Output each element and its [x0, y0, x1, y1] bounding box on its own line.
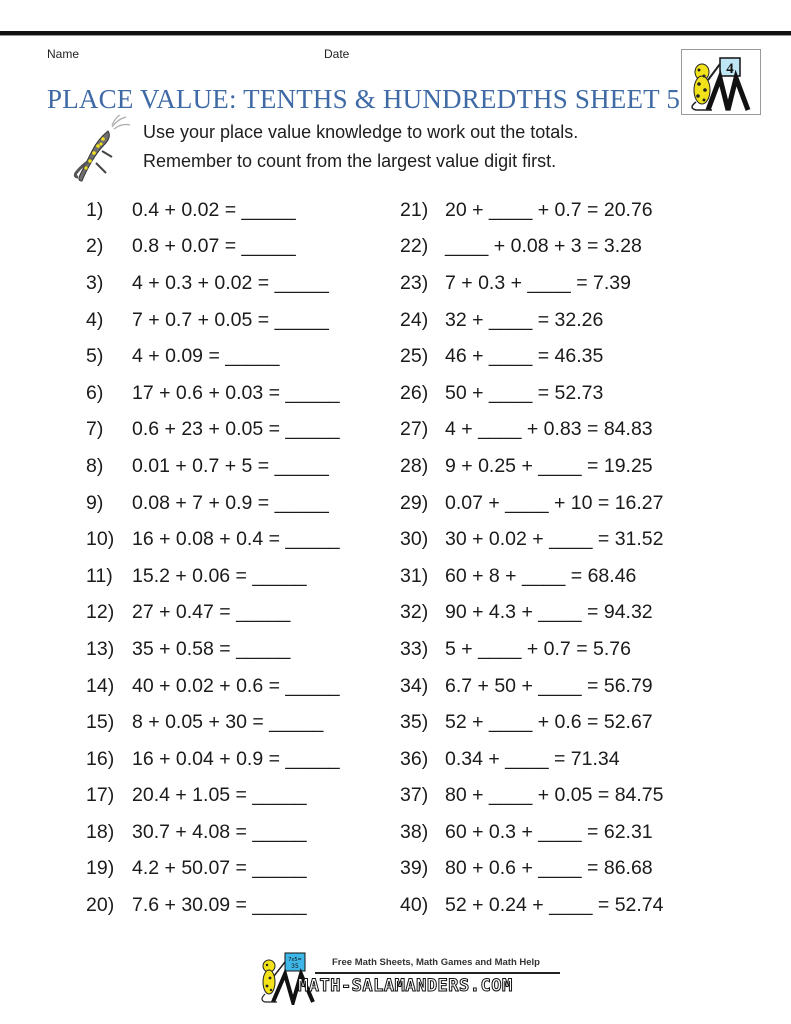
svg-text:35: 35 [291, 963, 299, 970]
question-text: 80 + ____ + 0.05 = 84.75 [445, 784, 664, 807]
question-number: 34) [400, 674, 429, 697]
question-text: 17 + 0.6 + 0.03 = _____ [132, 381, 340, 404]
question-number: 22) [400, 235, 429, 258]
question-row [86, 704, 340, 741]
question-number: 5) [86, 345, 104, 368]
question-number: 38) [400, 820, 429, 843]
instructions [143, 118, 578, 176]
question-number: 37) [400, 784, 429, 807]
question-number: 10) [86, 528, 115, 551]
question-number: 17) [86, 784, 115, 807]
question-text: 5 + ____ + 0.7 = 5.76 [445, 637, 631, 660]
question-row [400, 302, 664, 339]
question-number: 27) [400, 418, 429, 441]
question-row [400, 375, 664, 412]
question-row [400, 631, 664, 668]
question-text: 40 + 0.02 + 0.6 = _____ [132, 674, 340, 697]
question-text: 0.07 + ____ + 10 = 16.27 [445, 491, 664, 514]
question-row [400, 265, 664, 302]
footer-divider [315, 972, 560, 974]
question-row [86, 814, 340, 851]
question-number: 7) [86, 418, 104, 441]
question-number: 35) [400, 711, 429, 734]
question-row [400, 887, 664, 924]
footer-tagline: Free Math Sheets, Math Games and Math Help [332, 957, 540, 968]
question-number: 19) [86, 857, 115, 880]
question-number: 12) [86, 601, 115, 624]
question-number: 33) [400, 637, 429, 660]
question-text: 7 + 0.7 + 0.05 = _____ [132, 308, 329, 331]
question-text: 52 + ____ + 0.6 = 52.67 [445, 711, 653, 734]
question-text: 7.6 + 30.09 = _____ [132, 894, 307, 917]
question-number: 30) [400, 528, 429, 551]
question-number: 8) [86, 454, 104, 477]
question-text: 7 + 0.3 + ____ = 7.39 [445, 271, 631, 294]
page-title: PLACE VALUE: TENTHS & HUNDREDTHS SHEET 5 [47, 84, 681, 114]
question-text: 0.8 + 0.07 = _____ [132, 235, 296, 258]
question-text: 8 + 0.05 + 30 = _____ [132, 711, 324, 734]
question-row [86, 668, 340, 705]
name-label: Name [47, 47, 80, 61]
question-text: 30 + 0.02 + ____ = 31.52 [445, 528, 664, 551]
question-row [400, 558, 664, 595]
question-row [86, 375, 340, 412]
question-number: 1) [86, 198, 104, 221]
question-row [400, 521, 664, 558]
question-row [86, 485, 340, 522]
question-number: 28) [400, 454, 429, 477]
question-row [86, 631, 340, 668]
question-text: 4 + 0.09 = _____ [132, 345, 280, 368]
question-number: 3) [86, 271, 104, 294]
question-number: 21) [400, 198, 429, 221]
question-row [86, 448, 340, 485]
question-row [400, 814, 664, 851]
question-text: 0.4 + 0.02 = _____ [132, 198, 296, 221]
question-text: 4 + ____ + 0.83 = 84.83 [445, 418, 653, 441]
question-row [400, 412, 664, 449]
question-row [400, 668, 664, 705]
question-row [86, 265, 340, 302]
question-number: 25) [400, 345, 429, 368]
question-row [400, 448, 664, 485]
instruction-line-1: Use your place value knowledge to work out the totals. [143, 122, 579, 142]
question-number: 16) [86, 747, 115, 770]
question-row [86, 229, 340, 266]
question-number: 6) [86, 381, 104, 404]
questions-left-column [86, 192, 340, 924]
question-row [86, 558, 340, 595]
question-number: 2) [86, 235, 104, 258]
question-row [86, 595, 340, 632]
question-text: 0.34 + ____ = 71.34 [445, 747, 620, 770]
salamander-icon [68, 115, 134, 185]
question-row [400, 778, 664, 815]
question-text: 80 + 0.6 + ____ = 86.68 [445, 857, 653, 880]
question-text: 90 + 4.3 + ____ = 94.32 [445, 601, 653, 624]
question-row [86, 521, 340, 558]
question-text: 4 + 0.3 + 0.02 = _____ [132, 271, 329, 294]
question-text: 27 + 0.47 = _____ [132, 601, 291, 624]
salamander-teacher-icon [682, 50, 760, 114]
question-row [86, 887, 340, 924]
top-border-rule-shadow [0, 35, 791, 36]
question-number: 11) [86, 564, 113, 587]
question-text: 32 + ____ = 32.26 [445, 308, 604, 331]
question-row [400, 595, 664, 632]
question-row [400, 741, 664, 778]
question-row [400, 851, 664, 888]
grade-badge [681, 49, 761, 115]
question-row [86, 778, 340, 815]
question-number: 32) [400, 601, 429, 624]
question-number: 23) [400, 271, 429, 294]
questions-right-column [400, 192, 664, 924]
question-number: 40) [400, 894, 429, 917]
question-number: 15) [86, 711, 115, 734]
footer-brand: MATH-SALAMANDERS.COM [298, 976, 513, 996]
question-number: 14) [86, 674, 115, 697]
question-number: 18) [86, 820, 115, 843]
question-text: 52 + 0.24 + ____ = 52.74 [445, 894, 664, 917]
question-row [86, 302, 340, 339]
question-row [400, 338, 664, 375]
question-text: 30.7 + 4.08 = _____ [132, 820, 307, 843]
svg-text:7x5=: 7x5= [288, 957, 302, 963]
question-row [86, 741, 340, 778]
question-text: 0.08 + 7 + 0.9 = _____ [132, 491, 329, 514]
question-text: 60 + 8 + ____ = 68.46 [445, 564, 637, 587]
question-number: 4) [86, 308, 104, 331]
question-text: 50 + ____ = 52.73 [445, 381, 604, 404]
question-number: 39) [400, 857, 429, 880]
question-text: 4.2 + 50.07 = _____ [132, 857, 307, 880]
question-row [400, 229, 664, 266]
question-number: 31) [400, 564, 429, 587]
question-number: 13) [86, 637, 115, 660]
question-text: 0.6 + 23 + 0.05 = _____ [132, 418, 340, 441]
question-row [400, 192, 664, 229]
question-text: 20.4 + 1.05 = _____ [132, 784, 307, 807]
question-row [400, 485, 664, 522]
question-number: 36) [400, 747, 429, 770]
question-row [86, 851, 340, 888]
question-number: 20) [86, 894, 115, 917]
date-label: Date [324, 47, 350, 61]
question-text: 16 + 0.04 + 0.9 = _____ [132, 747, 340, 770]
question-text: 6.7 + 50 + ____ = 56.79 [445, 674, 653, 697]
grade-number: 4 [726, 61, 734, 77]
question-text: 16 + 0.08 + 0.4 = _____ [132, 528, 340, 551]
question-text: 15.2 + 0.06 = _____ [132, 564, 307, 587]
question-number: 29) [400, 491, 429, 514]
question-text: 20 + ____ + 0.7 = 20.76 [445, 198, 653, 221]
question-text: 0.01 + 0.7 + 5 = _____ [132, 454, 329, 477]
question-text: ____ + 0.08 + 3 = 3.28 [445, 235, 642, 258]
question-text: 46 + ____ = 46.35 [445, 345, 604, 368]
instruction-line-2: Remember to count from the largest value digit first. [143, 151, 557, 171]
question-row [86, 192, 340, 229]
question-text: 9 + 0.25 + ____ = 19.25 [445, 454, 653, 477]
question-text: 35 + 0.58 = _____ [132, 637, 291, 660]
question-text: 60 + 0.3 + ____ = 62.31 [445, 820, 653, 843]
question-number: 24) [400, 308, 429, 331]
question-row [86, 412, 340, 449]
question-number: 9) [86, 491, 104, 514]
question-row [400, 704, 664, 741]
question-number: 26) [400, 381, 429, 404]
question-row [86, 338, 340, 375]
